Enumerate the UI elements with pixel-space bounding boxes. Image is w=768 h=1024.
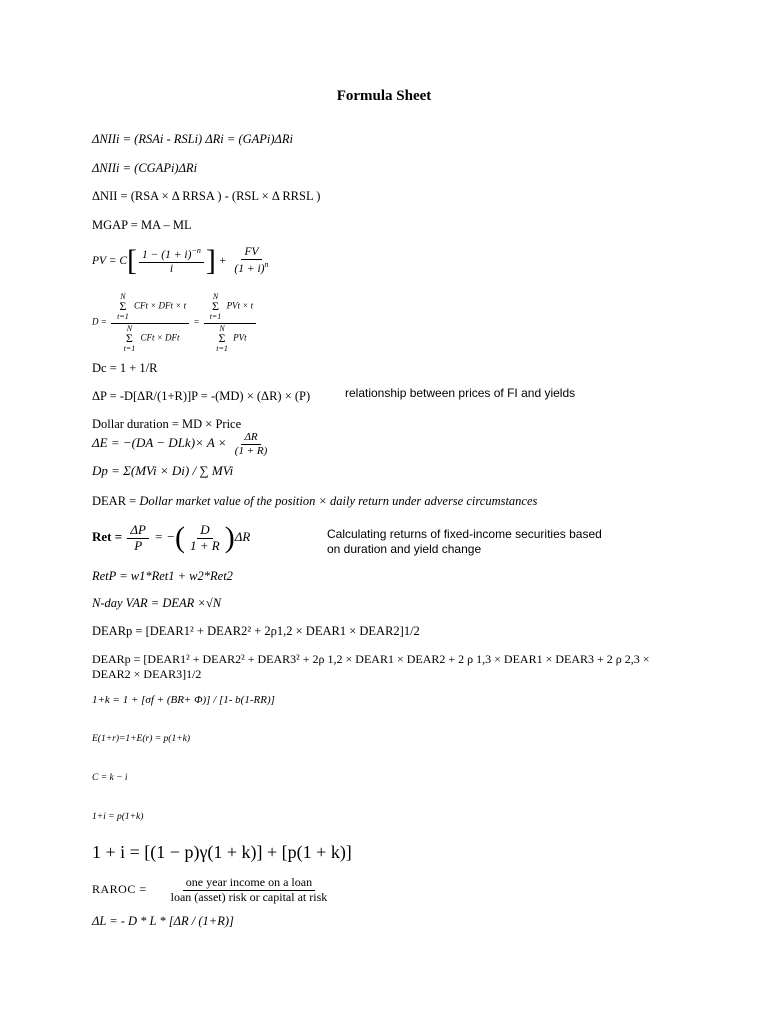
formula-dearp-two-assets: DEARp = [DEAR1² + DEAR2² + 2ρ1,2 × DEAR1 × DEAR2]1/2 [92,624,420,638]
pv-plus: + [218,254,227,267]
formula-dearp-three-assets-line-1: DEARp = [DEAR1² + DEAR2² + DEAR3² + 2ρ 1,2 × DEAR1 × DEAR2 + 2 ρ 1,3 × DEAR1 × DEAR3 + 2 ρ 2,3 × [92,652,650,666]
pv-exp2: n [264,260,269,270]
raroc-num: one year income on a loan [183,876,315,891]
ret-num2: D [197,523,212,539]
formula-pv [92,246,274,276]
sum-upper-n: N [219,324,225,334]
sum-icon: Σ [212,299,219,314]
duration-eq: = [193,316,200,327]
pv-exp1: −n [191,246,201,255]
note-prices-yields: relationship between prices of FI and yields [345,386,576,400]
pv-den2: (1 + i) [234,263,265,276]
sum-upper-n: N [126,324,133,334]
ret-tail: ΔR [234,528,251,544]
formula-one-plus-i-small: 1+i = p(1+k) [92,812,144,822]
formula-nii-gap: ΔNIIi = (RSAi - RSLi) ΔRi = (GAPi)ΔRi [92,132,293,146]
sum-icon: Σ [218,331,226,346]
raroc-lhs: RAROC = [92,882,147,897]
formula-nii-total: ΔNII = (RSA × Δ RRSA ) - (RSL × Δ RRSL ) [92,189,321,203]
formula-c: C = k − i [92,773,128,783]
sum-lower-t: t=1 [123,344,136,354]
sum-lower-t: t=1 [117,311,129,321]
sum-lower-t: t=1 [216,344,228,354]
duration-den2: PVt [233,332,247,343]
delta-e-lhs: ΔE = −(DA − DLk)× A × [92,435,227,451]
paren-open-icon: ( [175,521,186,554]
sum-lower-t: t=1 [209,311,222,321]
sum-upper-n: N [120,292,126,301]
paren-close-icon: ) [224,521,235,554]
sum-icon: Σ [119,299,127,314]
page-title: Formula Sheet [336,88,432,104]
formula-nday-var: N-day VAR = DEAR ×√N [92,596,222,610]
formula-nii-cgap: ΔNIIi = (CGAPi)ΔRi [92,161,198,175]
formula-duration [92,292,258,353]
formula-one-plus-k: 1+k = 1 + [σf + (BR+ Φ)] / [1- b(1-RR)] [92,694,275,706]
formula-dollar-duration: Dollar duration = MD × Price [92,417,242,431]
formula-retp: RetP = w1*Ret1 + w2*Ret2 [92,569,233,583]
bracket-close-icon: ] [205,244,216,278]
formula-ret [92,521,250,555]
delta-e-num: ΔR [241,431,260,445]
note-returns-line-2: on duration and yield change [327,542,482,556]
bracket-open-icon: [ [127,244,138,278]
pv-num2: FV [241,246,261,260]
formula-dear [92,494,537,509]
ret-mid: = − [154,528,176,544]
formula-mgap: MGAP = MA – ML [92,218,192,232]
ret-lhs: Ret = [92,528,123,544]
formula-delta-e [92,431,272,457]
pv-den1: i [169,263,174,276]
formula-delta-p: ΔP = -D[ΔR/(1+R)]P = -(MD) × (ΔR) × (P) [92,389,311,403]
delta-e-den: (1 + R) [234,444,268,457]
formula-dp: Dp = Σ(MVi × Di) / ∑ MVi [92,463,234,478]
duration-num2: PVt × t [226,300,254,311]
ret-num1: ΔP [127,523,149,539]
raroc-den: loan (asset) risk or capital at risk [170,889,328,904]
formula-one-plus-i-big: 1 + i = [(1 − p)γ(1 + k)] + [p(1 + k)] [92,842,352,862]
pv-num1: 1 − (1 + i) [142,248,192,261]
sum-icon: Σ [125,331,133,346]
duration-num1: CFt × DFt × t [133,300,187,311]
duration-den1: CFt × DFt [140,332,180,343]
formula-delta-l: ΔL = - D * L * [ΔR / (1+R)] [92,914,234,928]
sum-upper-n: N [212,292,219,301]
pv-lhs: PV = C [92,254,128,267]
ret-den2: 1 + R [190,537,220,553]
formula-dearp-three-assets-line-2: DEAR2 × DEAR3]1/2 [92,667,202,681]
ret-den1: P [134,537,143,553]
dear-label: DEAR = [92,494,140,508]
dear-definition: Dollar market value of the position × daily return under adverse circumstances [139,494,538,508]
formula-raroc [92,876,332,905]
formula-expected-return: E(1+r)=1+E(r) = p(1+k) [92,734,191,744]
duration-lhs: D = [92,316,107,327]
note-returns-line-1: Calculating returns of fixed-income securities based [327,527,602,541]
formula-dc: Dc = 1 + 1/R [92,361,158,375]
